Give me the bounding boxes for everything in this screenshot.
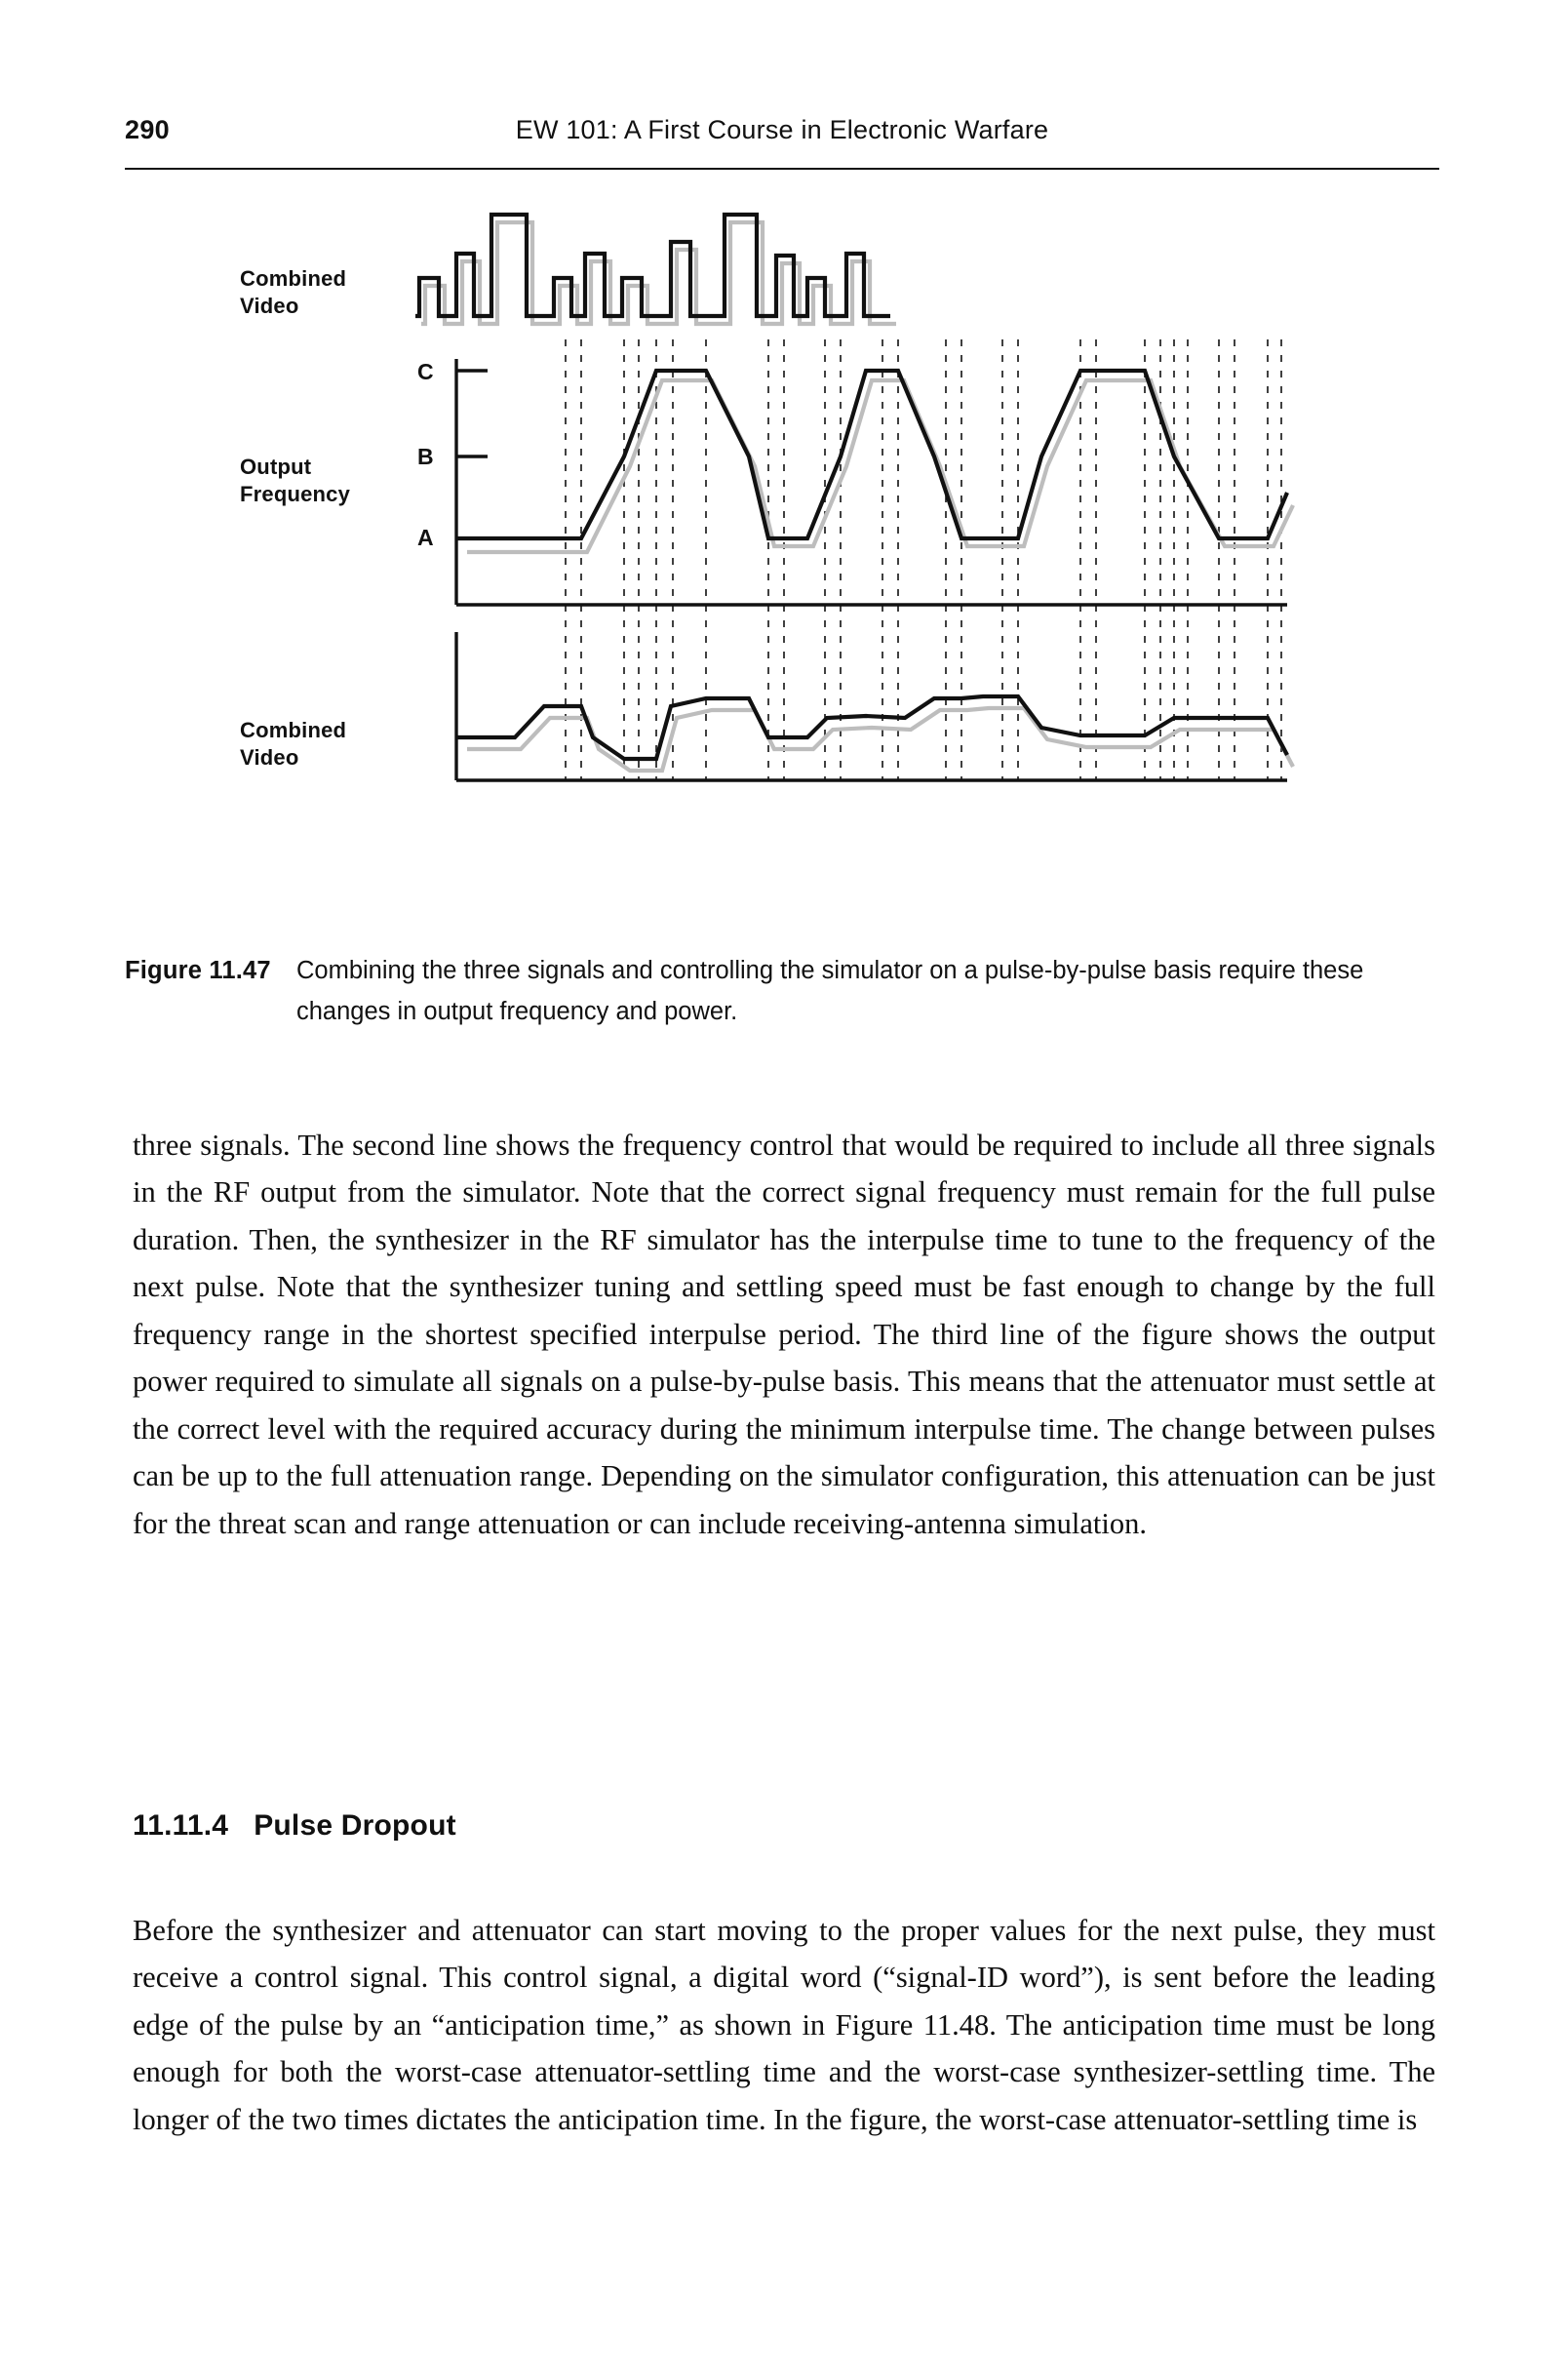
figure-label-combined-video-bottom: Combined Video: [240, 718, 347, 770]
figure-plot: [125, 195, 1439, 897]
alignment-gridlines: [566, 339, 1281, 780]
figure-caption: [125, 951, 1422, 1032]
figure-caption-number: Figure 11.47: [125, 957, 271, 984]
waveform-combined-video-top: [415, 215, 896, 324]
figure-caption-text: Combining the three signals and controlling the simulator on a pulse-by-pulse basis require these changes in output frequency and power.: [296, 957, 1364, 1025]
section-heading: [133, 1809, 456, 1843]
running-head: [125, 107, 1439, 166]
freq-tick-c: C: [417, 359, 434, 384]
book-title: EW 101: A First Course in Electronic Warfare: [515, 115, 1049, 144]
freq-tick-a: A: [417, 525, 434, 550]
section-title: Pulse Dropout: [254, 1809, 456, 1842]
figure-label-output-frequency: Output Frequency: [240, 455, 351, 506]
figure-11-47: [125, 195, 1439, 936]
body-paragraph-2: Before the synthesizer and attenuator can start moving to the proper values for the next pulse, they must receive a control signal. This control signal, a digital word (“signal-ID word”), is sent before the leading edge of the pulse by an “anticipation time,” as shown in Figure 11.48. The anticipation time must be long enough for both the worst-case attenuator-settling time and the worst-case synthesizer-settling time. The longer of the two times dictates the anticipation time. In the figure, the worst-case attenuator-settling time is: [133, 1914, 1435, 2136]
section-number: 11.11.4: [133, 1809, 229, 1842]
header-rule: [125, 168, 1439, 170]
body-paragraph-1: three signals. The second line shows the frequency control that would be required to include all three signals in the RF output from the simulator. Note that the correct signal frequency must remain for the full pulse duration. Then, the synthesizer in the RF simulator has the interpulse time to tune to the frequency of the next pulse. Note that the synthesizer tuning and settling speed must be fast enough to change by the full frequency range in the shortest specified interpulse period. The third line of the figure shows the output power required to simulate all signals on a pulse-by-pulse basis. This means that the attenuator must settle at the correct level with the required accuracy during the minimum interpulse time. The change between pulses can be up to the full attenuation range. Depending on the simulator configuration, this attenuation can be just for the threat scan and range attenuation or can include receiving-antenna simulation.: [133, 1129, 1435, 1540]
figure-label-combined-video-top: Combined Video: [240, 266, 347, 318]
freq-tick-b: B: [417, 444, 434, 469]
page-number: 290: [125, 115, 170, 144]
